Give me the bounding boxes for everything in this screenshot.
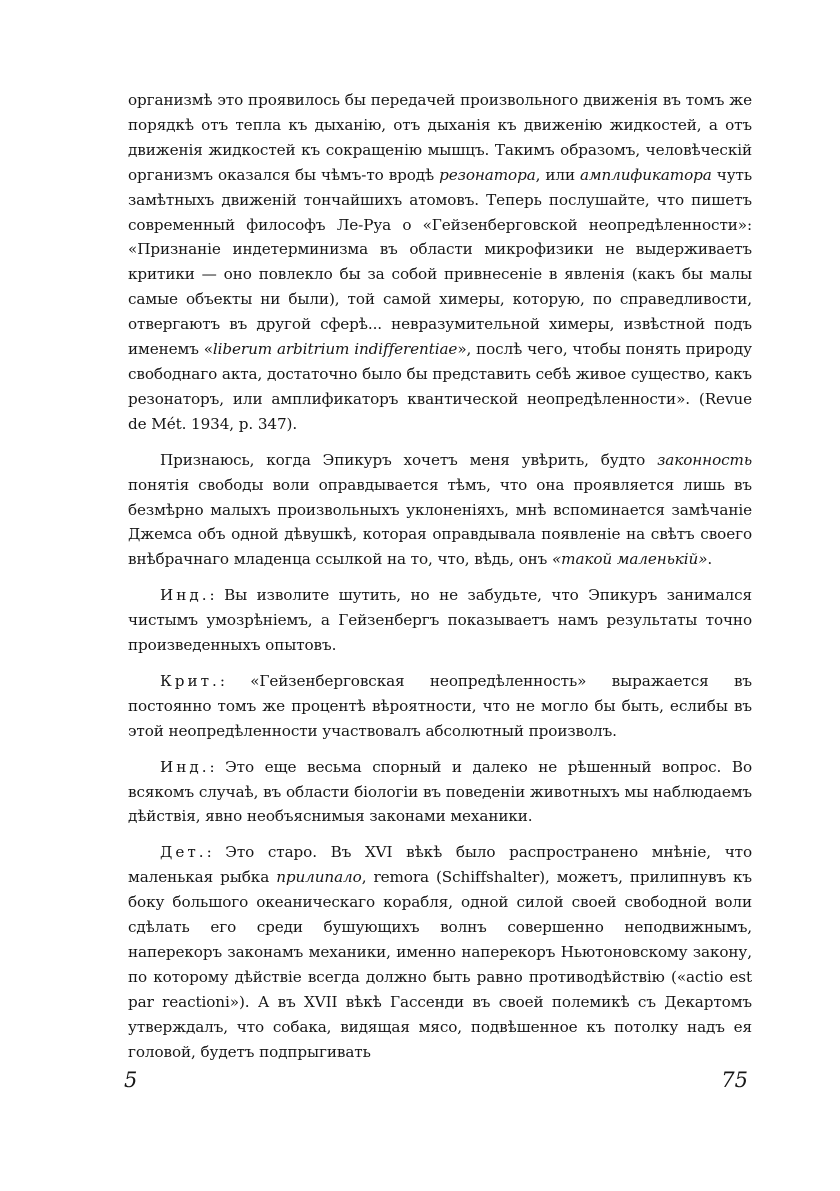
signature-mark: 5: [124, 1068, 138, 1092]
text-span: : «Гейзенберговская неопредѣленность» выражается въ постоянно томъ же процентѣ вѣроятности, что не могло бы быть, еслибы въ этой неопредѣленности участвовалъ абсолютный произволъ.: [128, 671, 752, 740]
paragraph-5: [128, 755, 752, 830]
speaker-label: Инд.: [160, 586, 210, 605]
text-span: понятія свободы воли оправдывается тѣмъ, что она проявляется лишь въ безмѣрно малыхъ произвольныхъ уклоненіяхъ, мнѣ вспоминается замѣчаніе Джемса объ одной дѣвушкѣ, которая оправдывала появленіе на свѣтъ своего внѣбрачнаго младенца ссылкой на то, что, вѣдь, онъ: [128, 475, 752, 569]
speaker-label: Дет.: [160, 843, 207, 862]
text-span: , или: [535, 165, 581, 184]
text-span: : Это старо. Въ XVI вѣкѣ было распространено мнѣніе, что маленькая рыбка: [128, 843, 752, 887]
page-number: 75: [721, 1068, 748, 1092]
italic-term-resonator: резонатора: [439, 165, 536, 184]
text-span: : Вы изволите шутить, но не забудьте, что Эпикуръ занимался чистымъ умозрѣніемъ, а Гейзенбергъ показываетъ намъ результаты точно произведенныхъ опытовъ.: [128, 586, 752, 655]
paragraph-4: [128, 669, 752, 744]
italic-fish-name: прилипало: [276, 868, 362, 887]
text-span: .: [707, 550, 713, 569]
paragraph-2: [128, 448, 752, 573]
page-footer: [0, 1068, 840, 1098]
italic-latin-phrase: liberum arbitrium indifferentiae: [212, 340, 458, 359]
text-span: чуть замѣтныхъ движеній тончайшихъ атомовъ. Теперь послушайте, что пишетъ современный философъ Ле-Руа о «Гейзенберговской неопредѣленности»: «Признаніе индетерминизма въ области микрофизики не выдерживаетъ критики — оно повлекло бы за собой привнесеніе в явленія (какъ бы малы самые объекты ни были), той самой химеры, которую, по справедливости, отвергаютъ въ другой сферѣ... невразумительной химеры, извѣстной подъ именемъ «: [128, 165, 752, 359]
italic-term-legitimacy: законность: [657, 450, 752, 469]
speaker-label: Инд.: [160, 757, 210, 776]
paragraph-1: [128, 88, 752, 437]
body-text: [128, 88, 752, 1065]
italic-quote-small: «такой маленькій»: [551, 550, 708, 569]
paragraph-6: [128, 840, 752, 1064]
text-span: организмѣ это проявилось бы передачей произвольного движенія въ томъ же порядкѣ отъ тепла къ дыханію, отъ дыханія къ движенію жидкостей, а отъ движенія жидкостей къ сокращенію мышцъ. Такимъ образомъ, человѣческій организмъ оказался бы чѣмъ-то вродѣ: [128, 91, 752, 184]
text-span: : Это еще весьма спорный и далеко не рѣшенный вопрос. Во всякомъ случаѣ, въ области біологіи въ поведеніи животныхъ мы наблюдаемъ дѣйствія, явно необъяснимыя законами механики.: [128, 757, 752, 826]
paragraph-3: [128, 583, 752, 658]
italic-term-amplifier: амплификатора: [580, 165, 712, 184]
text-span: , remora (Schiffshalter), можетъ, прилипнувъ къ боку большого океаническаго корабля, одной силой своей свободной воли сдѣлать его среди бушующихъ волнъ совершенно неподвижнымъ, наперекоръ законамъ механики, именно наперекоръ Ньютоновскому закону, по которому дѣйствіе всегда должно быть равно противодѣйствію («actio est par reactioni»). А въ XVII вѣкѣ Гассенди въ своей полемикѣ съ Декартомъ утверждалъ, что собака, видящая мясо, подвѣшенное къ потолку надъ ея головой, будетъ подпрыгивать: [128, 868, 752, 1061]
speaker-label: Крит.: [160, 671, 220, 690]
text-span: Признаюсь, когда Эпикуръ хочетъ меня увѣрить, будто: [160, 450, 658, 469]
text-span: », послѣ чего, чтобы понять природу свободнаго акта, достаточно было бы представить себѣ живое существо, какъ резонаторъ, или амплификаторъ квантической неопредѣленности». (Revue de Mét. 1934, p. 347).: [128, 340, 752, 433]
